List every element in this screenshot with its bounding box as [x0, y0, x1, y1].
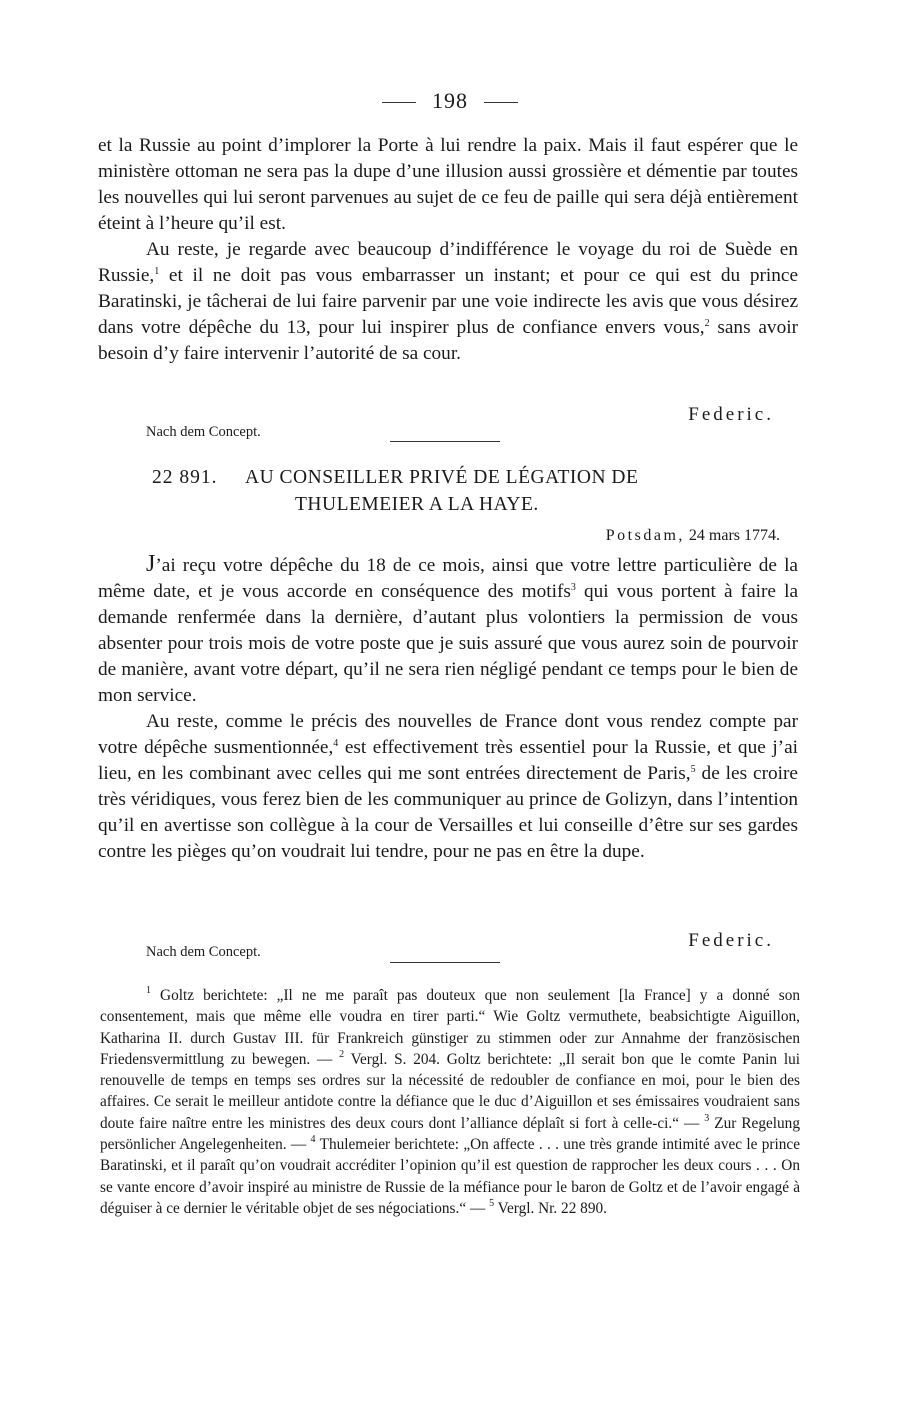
letter-1-end-rule	[390, 441, 500, 442]
letter-2-paragraph-1-text-b: qui vous portent à faire la demande renfermée dans la dernière, d’autant plus volontiers la permission de vous absenter pour trois mois de votre poste que je suis assuré que vous aurez soin de pourvoir de manière, avant votre départ, qu’il ne sera rien négligé pendant ce temps pour le bien de mon service.	[98, 581, 799, 706]
letter-1-paragraph-2-text-b: et il ne doit pas vous embarrasser un instant; et pour ce qui est du prince Baratinski, je tâcherai de lui faire parvenir par une voie indirecte les avis que vous désirez dans votre dépêche du 13, pour lui inspirer plus de confiance envers vous,	[98, 265, 798, 338]
footnotes	[100, 985, 800, 1219]
footnote-3: Zur Regelung persönlicher Angelegenheiten. —	[100, 1114, 800, 1154]
dateline	[606, 527, 780, 545]
letter-2-signature: Federic.	[688, 930, 774, 951]
initial-letter: J	[146, 551, 156, 577]
letter-2-source: Nach dem Concept.	[146, 944, 261, 960]
footnote-1: Goltz berichtete: „Il ne me paraît pas douteux que non seulement [la France] y a donné son consentement, mais que même elle voudra en tirer parti.“ Wie Goltz vermuthete, beabsichtigte Aiguillon, Katharina II. durch Gustav III. für Frankreich günstiger zu stimmen oder zur Annahme der französischen Friedensvermittlung zu bewegen. —	[100, 987, 800, 1068]
dateline-place: Potsdam,	[605, 527, 685, 544]
letter-2-end-rule	[390, 962, 500, 963]
footnote-ref-5: 5	[690, 764, 696, 775]
letter-title-line-1: AU CONSEILLER PRIVÉ DE LÉGATION DE	[245, 467, 639, 488]
letter-1-paragraph-2-text-a: Au reste, je regarde avec beaucoup d’indifférence le voyage du roi de Suède en Russie,	[98, 239, 798, 286]
letter-2-paragraph-2	[98, 709, 798, 865]
letter-1-paragraph-2-text-c: sans avoir besoin d’y faire intervenir l’autorité de sa cour.	[98, 317, 798, 364]
footnote-ref-2: 2	[704, 318, 710, 329]
letter-1-body	[98, 133, 798, 367]
footnote-ref-4: 4	[333, 738, 339, 749]
footnote-mark-3: 3	[704, 1112, 710, 1124]
letter-2-paragraph-1	[98, 551, 798, 709]
letter-2-body	[98, 551, 798, 865]
footnote-mark-2: 2	[339, 1048, 345, 1060]
footnote-ref-3: 3	[570, 582, 576, 593]
footnote-mark-4: 4	[310, 1134, 316, 1146]
letter-2-paragraph-2-text-b: est effectivement très essentiel pour la Russie, et que j’ai lieu, en les combinant avec celles qui me sont entrées directement de Paris,	[98, 737, 799, 784]
footnote-ref-1: 1	[154, 266, 160, 277]
page-header	[0, 88, 900, 114]
letter-2-dateline-block	[98, 527, 798, 549]
letter-2-paragraph-2-text-c: de les croire très véridiques, vous ferez bien de les communiquer au prince de Golizyn, dans l’intention qu’il en avertisse son collègue à la cour de Versailles et lui conseille d’être sur ses gardes contre les pièges qu’on voudrait lui tendre, pour ne pas en être la dupe.	[98, 763, 798, 862]
footnote-2: Vergl. S. 204. Goltz berichtete: „Il serait bon que le comte Panin lui renouvelle de temps en temps ses ordres sur la nécessité de redoubler de confiance en moi, pour le bien des affaires. Ce serait le meilleur antidote contre la défiance que le duc d’Aiguillon et ses émissaires voudraient sans doute faire naître entre les ministres des deux cours dont l’alliance déplaît si fort à celle-ci.“ —	[100, 1050, 800, 1132]
header-dash-right	[484, 102, 518, 103]
footnote-mark-5: 5	[489, 1197, 495, 1209]
footnote-mark-1: 1	[146, 985, 151, 996]
letter-1-paragraph-2	[98, 237, 798, 367]
letter-2-paragraph-1-text-a: ’ai reçu votre dépêche du 18 de ce mois, ainsi que votre lettre particulière de la même date, et je vous accorde en conséquence des motifs	[98, 555, 798, 602]
letter-2-heading-block	[98, 465, 798, 525]
dateline-date: 24 mars 1774.	[684, 527, 780, 544]
letter-1-source: Nach dem Concept.	[146, 424, 261, 440]
letter-title-line-2: THULEMEIER A LA HAYE.	[295, 494, 539, 515]
letter-1-signature: Federic.	[688, 404, 774, 425]
letter-2-paragraph-2-text-a: Au reste, comme le précis des nouvelles de France dont vous rendez compte par votre dépêche susmentionnée,	[98, 711, 798, 758]
page-number: 198	[432, 88, 468, 113]
letter-number: 22 891.	[152, 467, 218, 488]
header-dash-left	[382, 102, 416, 103]
footnotes-paragraph	[100, 985, 800, 1219]
footnote-5: Vergl. Nr. 22 890.	[494, 1199, 607, 1217]
letter-1-paragraph-1: et la Russie au point d’implorer la Porte à lui rendre la paix. Mais il faut espérer que le ministère ottoman ne sera pas la dupe d’une illusion aussi grossière et démentie par toutes les nouvelles qui lui seront parvenues au sujet de ce feu de paille qui sera déjà entièrement éteint à l’heure qu’il est.	[98, 135, 798, 234]
footnote-4: Thulemeier berichtete: „On affecte . . . une très grande intimité avec le prince Baratinski, et il paraît qu’on voudrait accréditer l’opinion qu’il est question de rapprocher les deux cours . . . On se vante encore d’avoir inspiré au ministre de Russie de la méfiance pour le baron de Goltz et de l’avoir engagé à déguiser à ce dernier le véritable objet de ses négociations.“ —	[100, 1136, 800, 1217]
